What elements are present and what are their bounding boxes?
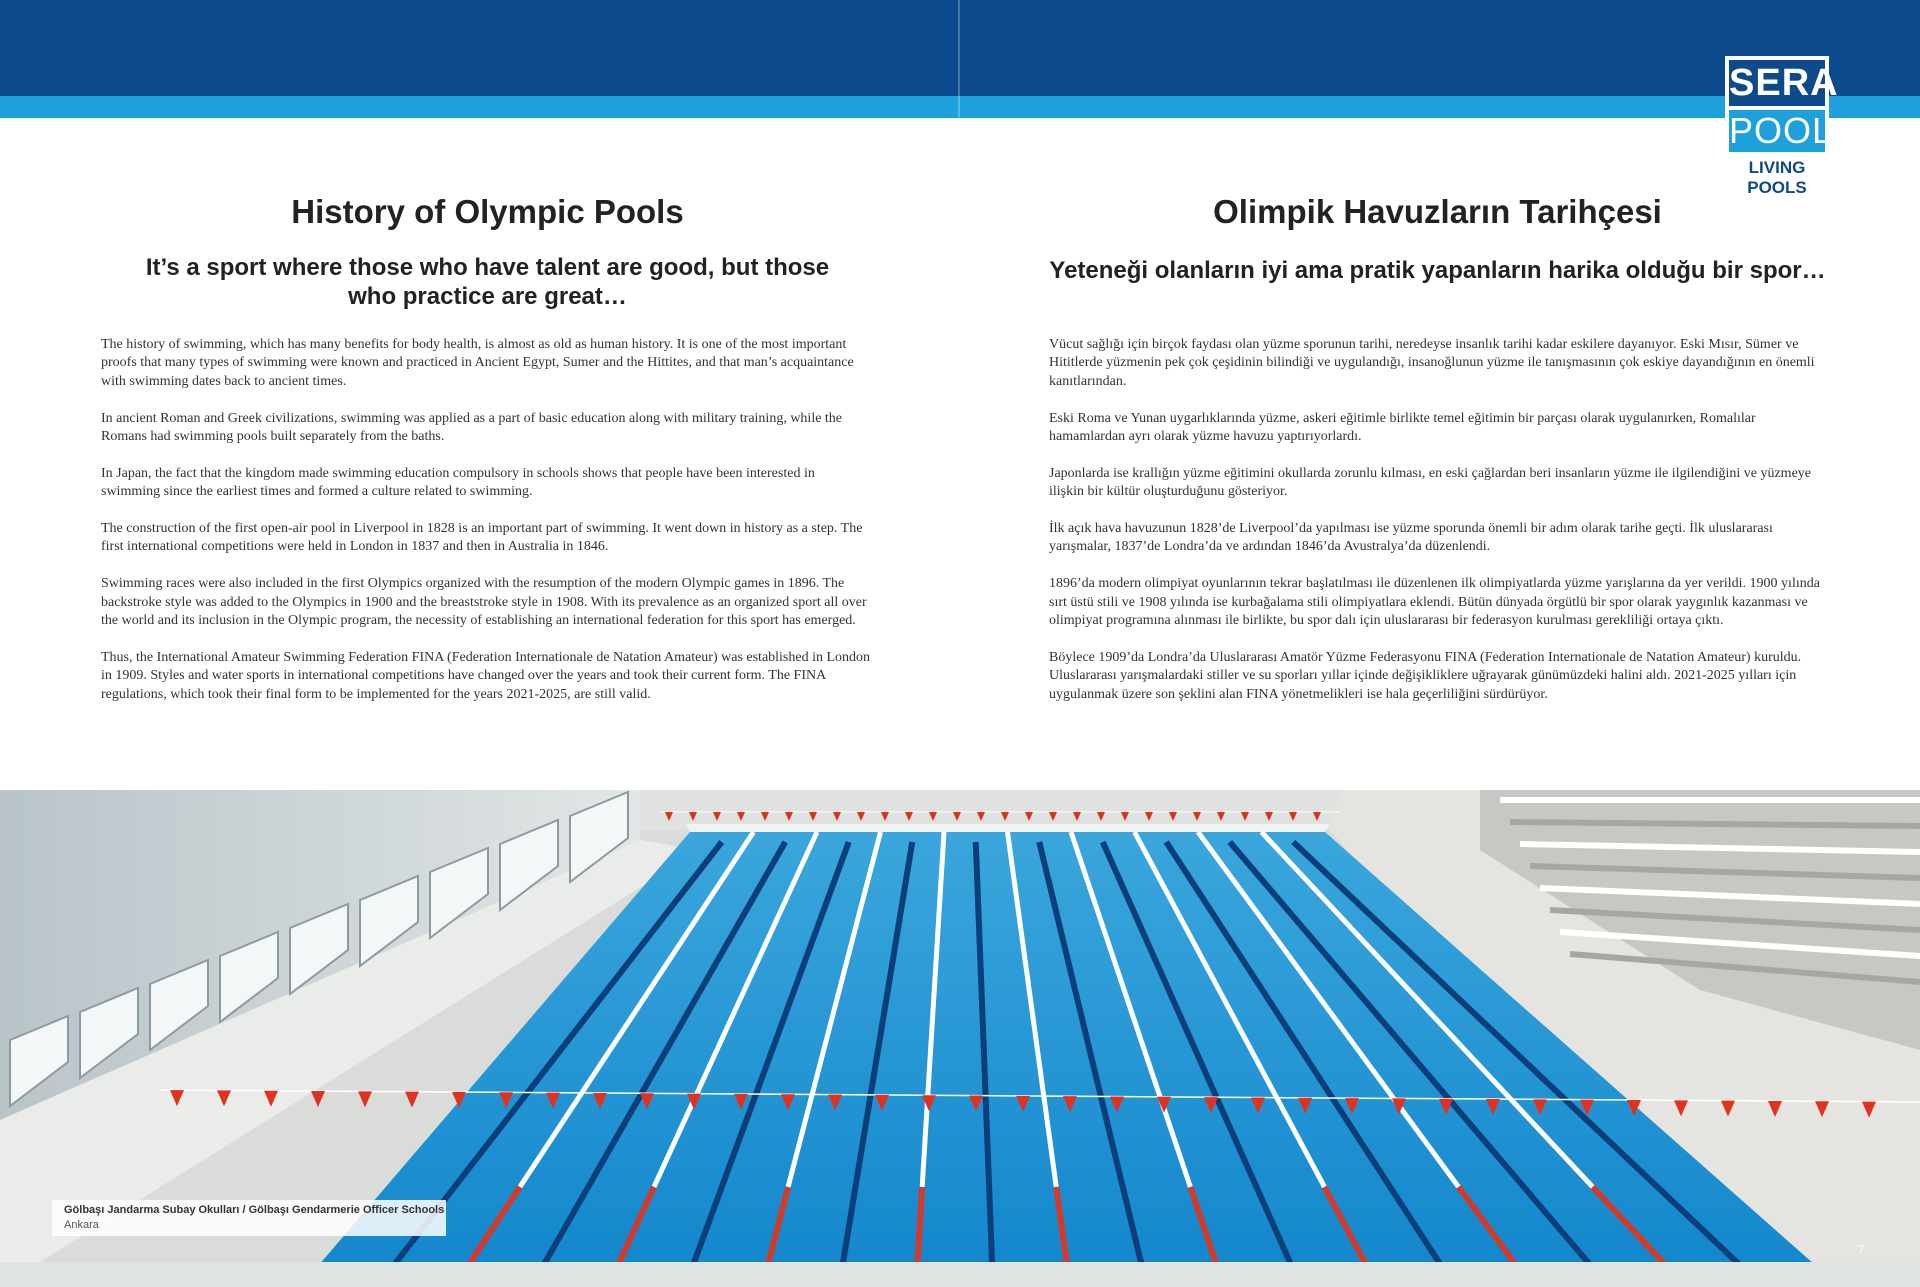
header-band-dark [0,0,1920,96]
page-spine [958,0,960,118]
start-edge [0,1262,1920,1287]
page-title-english: History of Olympic Pools [291,193,684,230]
subtitle-english: It’s a sport where those who have talent are good, but those who practice are great… [145,254,830,310]
logo-pool-text: POOL [1729,110,1834,151]
paragraph: The history of swimming, which has many benefits for body health, is almost as old as human history. It is one of the most important proofs that many types of swimming were known and practiced in Ancient Egypt, Sumer and the Hittites, and that man’s acquaintance with swimming dates back to ancient times. [101,337,854,389]
sera-pool-logo [1725,56,1839,197]
logo-tagline: LIVING POOLS [1747,158,1807,197]
caption-city: Ankara [64,1219,99,1231]
page-number: 7 [1858,1244,1865,1256]
paragraph: İlk açık hava havuzunun 1828’de Liverpool’da yapılması ise yüzme sporunda önemli bir adım olarak tarihe geçti. İlk uluslararası yarışmalar, 1837’de Londra’da ve ardından 1846’da Avustralya’da düzenlendi. [1049,521,1773,555]
paragraph: In Japan, the fact that the kingdom made swimming education compulsory in schools shows that people have been interested in swimming since the earliest times and formed a culture related to swimming. [101,465,815,500]
pool-edge [686,824,1330,832]
subtitle-turkish: Yeteneği olanların iyi ama pratik yapanların harika olduğu bir spor… [1049,257,1826,284]
paragraph: The construction of the first open-air pool in Liverpool in 1828 is an important part of swimming. It went down in history as a step. The first international competitions were held in London in 1837 and then in Australia in 1846. [101,521,863,555]
paragraph: Eski Roma ve Yunan uygarlıklarında yüzme, askeri eğitimle birlikte temel eğitimin bir parçası olarak uygulanırken, Romalılar hamamlardan ayrı olarak yüzme havuzu yaptırıyorlardı. [1049,410,1756,445]
paragraph: Swimming races were also included in the first Olympics organized with the resumption of the modern Olympic games in 1896. The backstroke style was added to the Olympics in 1900 and the breaststroke style in 1908. With its prevalence as an organized sport all over the world and its inclusion in the Olympic program, the necessity of establishing an international federation for this sport has emerged. [101,576,867,629]
body-text-turkish [1049,336,1827,722]
paragraph: Böylece 1909’da Londra’da Uluslararası Amatör Yüzme Federasyonu FINA (Federation Internationale de Natation Amateur) kuruldu. Uluslararası yarışmalardaki stiller ve su sporları yıllar içinde değişikliklere uğrayarak günümüzdeki halini aldı. 2021-2025 yılları için uygulanmak üzere son şeklini alan FINA yönetmelikleri ise hala geçerliliğini sürdürüyor. [1049,649,1802,702]
stand-row [1510,822,1920,826]
caption-title: Gölbaşı Jandarma Subay Okulları / Gölbaşı Gendarmerie Officer Schools [64,1204,445,1216]
paragraph: Thus, the International Amateur Swimming Federation FINA (Federation Internationale de Natation Amateur) was established in London in 1909. Styles and water sports in international competitions have changed over the years and took their current form. The FINA regulations, which took their final form to be implemented for the years 2021-2025, are still valid. [101,649,871,702]
paragraph: In ancient Roman and Greek civilizations, swimming was applied as a part of basic education along with military training, while the Romans had swimming pools built separately from the baths. [101,410,843,445]
body-text-english [101,336,874,722]
logo-sera-text: SERA [1729,62,1839,104]
paragraph: Vücut sağlığı için birçok faydası olan yüzme sporunun tarihi, neredeyse insanlık tarihi kadar eskilere dayanıyor. Eski Mısır, Sümer ve Hititlerde yüzmenin pek çok çeşidinin bilindiği ve uygulandığı, insanoğlunun yüzme ile tanışmasının çok eskiye dayandığının en önemli kanıtlarından. [1049,337,1815,389]
header-band-light [0,96,1920,118]
paragraph: Japonlarda ise krallığın yüzme eğitimini okullarda zorunlu kılması, en eski çağlardan beri insanların yüzme ile ilgilendiğini ve yüzmeye ilişkin bir kültür oluşturduğunu gösteriyor. [1049,465,1811,500]
photo-caption [52,1200,446,1236]
page-title-turkish: Olimpik Havuzların Tarihçesi [1213,193,1662,230]
paragraph: 1896’da modern olimpiyat oyunlarının tekrar başlatılması ile düzenlenen ilk olimpiyatlarda yüzme yarışlarına da yer verildi. 1900 yılında sırt üstü stili ve 1908 yılında ise kurbağalama stili olimpiyatlara eklendi. Bütün dünyada örgütlü bir spor olarak yaygınlık kazanması ve olimpiyat programına alınması ile birlikte, bu spor dalı için uluslararası bir federasyon kurulması gerekliliği ortaya çıktı. [1049,576,1820,629]
